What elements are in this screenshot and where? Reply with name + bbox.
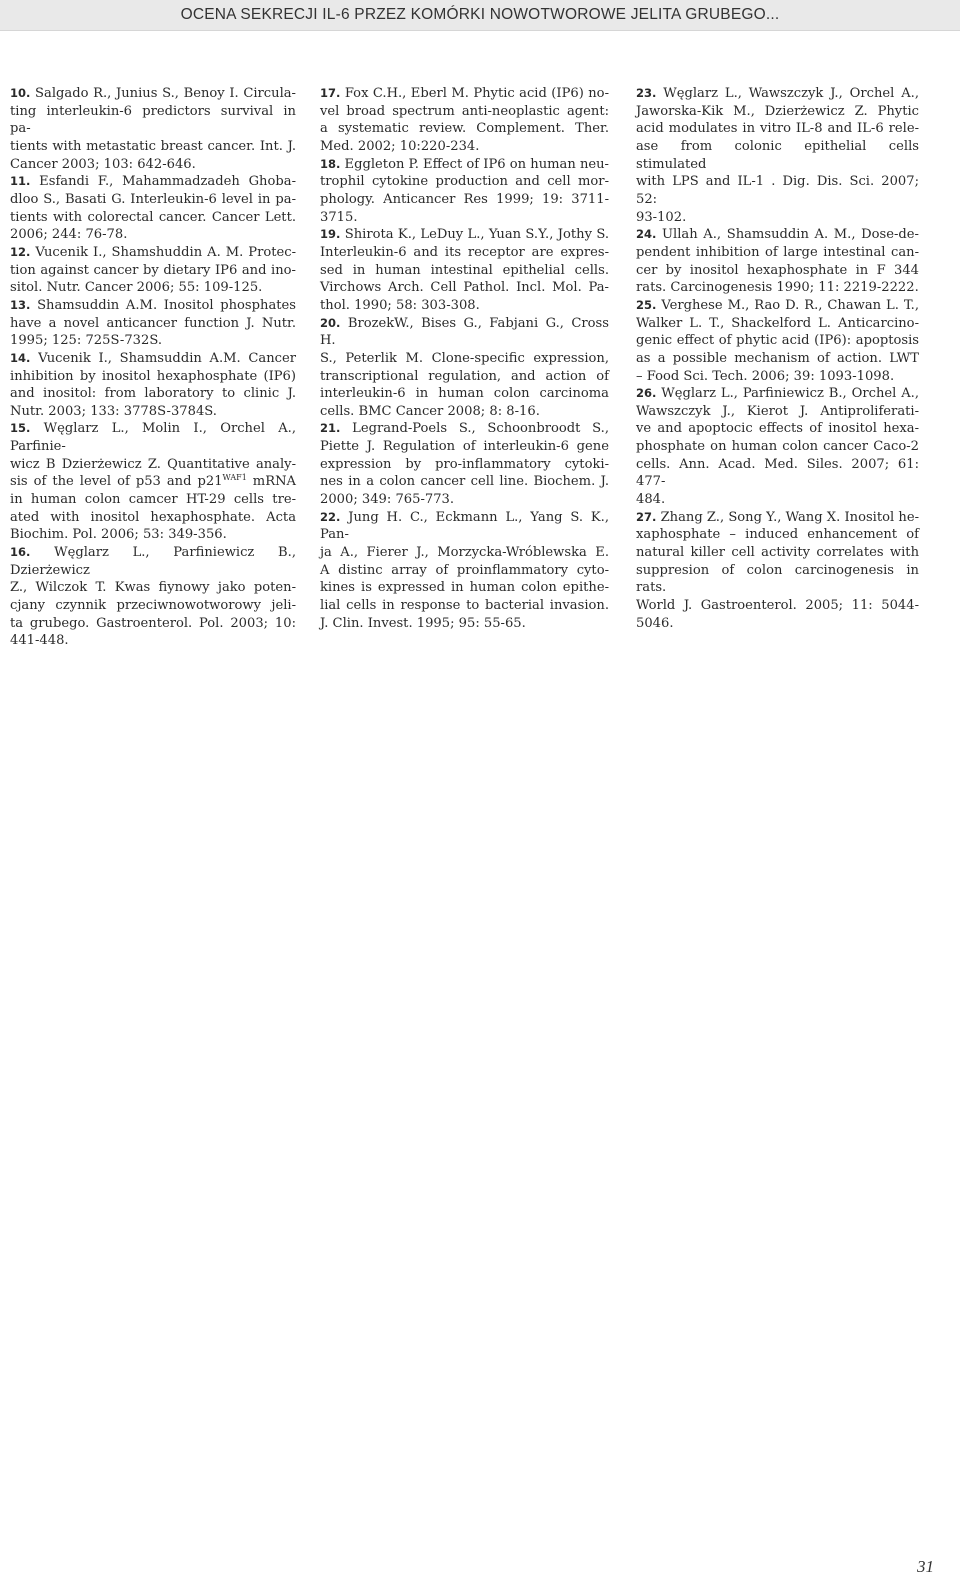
reference-entry bbox=[10, 173, 296, 244]
reference-text: Z., Wilczok T. Kwas fiynowy jako poten- bbox=[10, 580, 296, 596]
reference-line bbox=[320, 156, 609, 174]
reference-number: 27. bbox=[636, 509, 657, 524]
reference-text: suppresion of colon carcinogenesis in rats. bbox=[636, 562, 919, 596]
reference-line bbox=[10, 597, 296, 615]
reference-line bbox=[10, 579, 296, 597]
reference-text: ase from colonic epithelial cells stimulated bbox=[636, 138, 919, 172]
reference-line bbox=[320, 85, 609, 103]
reference-entry bbox=[636, 226, 919, 297]
reference-text: Cancer 2003; 103: 642-646. bbox=[10, 156, 196, 172]
reference-line bbox=[320, 438, 609, 456]
reference-line bbox=[636, 403, 919, 421]
reference-text: Virchows Arch. Cell Pathol. Incl. Mol. Pa- bbox=[320, 280, 609, 296]
reference-text: Węglarz L., Molin I., Orchel A., Parfinie- bbox=[10, 421, 296, 455]
reference-line bbox=[320, 368, 609, 386]
reference-text: sitol. Nutr. Cancer 2006; 55: 109-125. bbox=[10, 280, 263, 296]
reference-line bbox=[636, 526, 919, 544]
reference-text: 3715. bbox=[320, 209, 358, 225]
reference-text: Węglarz L., Parfiniewicz B., Orchel A., bbox=[661, 386, 919, 402]
reference-line bbox=[636, 332, 919, 350]
reference-line bbox=[10, 403, 296, 421]
reference-text: Shamsuddin A.M. Inositol phosphates bbox=[37, 297, 296, 313]
reference-line bbox=[636, 491, 919, 509]
reference-line bbox=[320, 173, 609, 191]
reference-text: World J. Gastroenterol. 2005; 11: 5044- bbox=[636, 598, 919, 614]
reference-text: phosphate on human colon cancer Caco-2 bbox=[636, 439, 919, 455]
reference-number: 12. bbox=[10, 244, 31, 259]
running-header bbox=[0, 0, 960, 31]
reference-line bbox=[636, 244, 919, 262]
reference-line bbox=[320, 544, 609, 562]
reference-line bbox=[320, 103, 609, 121]
reference-number: 13. bbox=[10, 297, 31, 312]
reference-number: 25. bbox=[636, 297, 657, 312]
reference-line bbox=[10, 262, 296, 280]
reference-text: Shirota K., LeDuy L., Yuan S.Y., Jothy S. bbox=[344, 227, 609, 243]
reference-text: cells. Ann. Acad. Med. Siles. 2007; 61: 477- bbox=[636, 456, 919, 490]
reference-line bbox=[320, 403, 609, 421]
reference-number: 17. bbox=[320, 86, 341, 100]
reference-number: 15. bbox=[10, 421, 31, 436]
reference-line bbox=[636, 138, 919, 173]
reference-entry bbox=[320, 85, 609, 156]
reference-text: Węglarz L., Wawszczyk J., Orchel A., bbox=[663, 86, 919, 101]
reference-line bbox=[10, 615, 296, 633]
reference-line bbox=[320, 579, 609, 597]
reference-entry bbox=[320, 420, 609, 508]
reference-text: mRNA bbox=[246, 474, 296, 490]
reference-line bbox=[320, 473, 609, 491]
reference-entry bbox=[636, 85, 919, 226]
reference-line bbox=[320, 315, 609, 350]
reference-line bbox=[320, 138, 609, 156]
reference-line bbox=[10, 85, 296, 103]
reference-line bbox=[10, 526, 296, 544]
reference-text: S., Peterlik M. Clone-specific expression, bbox=[320, 350, 609, 366]
reference-text: Jaworska-Kik M., Dzierżewicz Z. Phytic bbox=[636, 103, 919, 119]
reference-number: 16. bbox=[10, 545, 31, 560]
reference-text: transcriptional regulation, and action of bbox=[320, 368, 609, 384]
reference-number: 26. bbox=[636, 386, 657, 401]
reference-line bbox=[636, 438, 919, 456]
reference-entry bbox=[10, 544, 296, 650]
reference-entry bbox=[320, 156, 609, 227]
reference-text: ja A., Fierer J., Morzycka-Wróblewska E. bbox=[320, 545, 609, 561]
reference-text: in human colon camcer HT-29 cells tre- bbox=[10, 492, 296, 508]
reference-text: cer by inositol hexaphosphate in F 344 bbox=[636, 262, 919, 278]
reference-line bbox=[636, 350, 919, 368]
reference-text: sed in human intestinal epithelial cells. bbox=[320, 262, 609, 278]
reference-entry bbox=[10, 297, 296, 350]
reference-text: ated with inositol hexaphosphate. Acta bbox=[10, 509, 296, 525]
reference-line bbox=[10, 191, 296, 209]
reference-text: lial cells in response to bacterial invasion. bbox=[320, 598, 609, 614]
reference-line bbox=[10, 632, 296, 650]
reference-line bbox=[10, 509, 296, 527]
reference-text: with LPS and IL-1 . Dig. Dis. Sci. 2007; 52: bbox=[636, 174, 919, 207]
reference-line bbox=[636, 173, 919, 208]
reference-text: expression by pro-inflammatory cytoki- bbox=[320, 456, 609, 472]
reference-text: Vucenik I., Shamshuddin A. M. Protec- bbox=[35, 244, 297, 260]
reference-text: Eggleton P. Effect of IP6 on human neu- bbox=[344, 156, 609, 172]
reference-entry bbox=[636, 509, 919, 633]
reference-text: Salgado R., Junius S., Benoy I. Circula- bbox=[35, 86, 296, 101]
reference-text: 2000; 349: 765-773. bbox=[320, 492, 455, 508]
page-number: 31 bbox=[917, 1557, 934, 1576]
reference-line bbox=[636, 368, 919, 386]
reference-text: sis of the level of p53 and p21 bbox=[10, 474, 223, 490]
reference-line bbox=[320, 297, 609, 315]
reference-text: – Food Sci. Tech. 2006; 39: 1093-1098. bbox=[636, 368, 895, 384]
reference-line bbox=[10, 491, 296, 509]
reference-text: as a possible mechanism of action. LWT bbox=[636, 350, 919, 366]
reference-entry bbox=[636, 385, 919, 509]
reference-text: 5046. bbox=[636, 615, 674, 631]
reference-line bbox=[10, 297, 296, 315]
reference-line bbox=[636, 120, 919, 138]
reference-number: 11. bbox=[10, 174, 31, 189]
reference-text: Esfandi F., Mahammadzadeh Ghoba- bbox=[39, 174, 296, 190]
reference-line bbox=[10, 368, 296, 386]
reference-entry bbox=[320, 509, 609, 633]
reference-line bbox=[320, 209, 609, 227]
reference-number: 20. bbox=[320, 315, 341, 330]
reference-text: Interleukin-6 and its receptor are expres- bbox=[320, 244, 609, 260]
reference-line bbox=[10, 103, 296, 138]
reference-text: ve and apoptocic effects of inositol hexa- bbox=[636, 421, 919, 437]
reference-line bbox=[636, 262, 919, 280]
reference-text: BrozekW., Bises G., Fabjani G., Cross H. bbox=[320, 315, 609, 349]
reference-number: 22. bbox=[320, 509, 341, 524]
reference-column-3 bbox=[636, 85, 919, 632]
reference-line bbox=[320, 420, 609, 438]
reference-line bbox=[10, 173, 296, 191]
reference-line bbox=[320, 456, 609, 474]
reference-text: tion against cancer by dietary IP6 and ino- bbox=[10, 262, 296, 278]
reference-line bbox=[10, 332, 296, 350]
reference-line bbox=[320, 226, 609, 244]
reference-text: cells. BMC Cancer 2008; 8: 8-16. bbox=[320, 403, 540, 419]
reference-entry bbox=[10, 85, 296, 173]
reference-line bbox=[10, 244, 296, 262]
reference-text: Med. 2002; 10:220-234. bbox=[320, 138, 480, 154]
reference-text: trophil cytokine production and cell mor- bbox=[320, 174, 609, 190]
reference-line bbox=[10, 456, 296, 474]
reference-text: Fox C.H., Eberl M. Phytic acid (IP6) no- bbox=[344, 86, 609, 101]
reference-text: 1995; 125: 725S-732S. bbox=[10, 333, 162, 349]
reference-line bbox=[320, 120, 609, 138]
reference-text: rats. Carcinogenesis 1990; 11: 2219-2222. bbox=[636, 280, 919, 296]
reference-text: have a novel anticancer function J. Nutr. bbox=[10, 315, 296, 331]
reference-text: pendent inhibition of large intestinal can- bbox=[636, 244, 919, 260]
reference-text: inhibition by inositol hexaphosphate (IP6) bbox=[10, 368, 296, 384]
reference-entry bbox=[636, 297, 919, 385]
reference-text: Legrand-Poels S., Schoonbroodt S., bbox=[352, 421, 609, 437]
superscript: WAF1 bbox=[222, 473, 247, 483]
reference-line bbox=[320, 385, 609, 403]
reference-line bbox=[636, 85, 919, 103]
reference-entry bbox=[10, 244, 296, 297]
reference-line bbox=[320, 262, 609, 280]
reference-text: Wawszczyk J., Kierot J. Antiproliferati- bbox=[636, 403, 919, 419]
reference-text: 2006; 244: 76-78. bbox=[10, 227, 128, 243]
reference-text: cjany czynnik przeciwnowotworowy jeli- bbox=[10, 598, 296, 614]
reference-line bbox=[636, 385, 919, 403]
reference-line bbox=[320, 562, 609, 580]
reference-line bbox=[320, 279, 609, 297]
reference-line bbox=[636, 297, 919, 315]
reference-text: genic effect of phytic acid (IP6): apoptosis bbox=[636, 333, 919, 349]
reference-text: vel broad spectrum anti-neoplastic agent: bbox=[320, 103, 609, 119]
reference-column-2 bbox=[320, 85, 609, 632]
reference-line bbox=[636, 562, 919, 597]
reference-text: Verghese M., Rao D. R., Chawan L. T., bbox=[661, 297, 919, 313]
reference-number: 24. bbox=[636, 227, 657, 242]
reference-text: Vucenik I., Shamsuddin A.M. Cancer bbox=[38, 350, 296, 366]
reference-line bbox=[320, 191, 609, 209]
reference-line bbox=[10, 279, 296, 297]
reference-text: Zhang Z., Song Y., Wang X. Inositol he- bbox=[660, 509, 919, 525]
reference-line bbox=[320, 597, 609, 615]
reference-line bbox=[636, 456, 919, 491]
reference-number: 14. bbox=[10, 350, 31, 365]
reference-text: 93-102. bbox=[636, 209, 687, 225]
reference-text: acid modulates in vitro IL-8 and IL-6 rele- bbox=[636, 121, 919, 137]
reference-entry bbox=[10, 350, 296, 421]
reference-line bbox=[636, 420, 919, 438]
reference-line bbox=[320, 350, 609, 368]
reference-text: Walker L. T., Shackelford L. Anticarcino- bbox=[636, 315, 919, 331]
reference-text: kines is expressed in human colon epithe- bbox=[320, 580, 609, 596]
reference-line bbox=[636, 226, 919, 244]
reference-text: Piette J. Regulation of interleukin-6 gene bbox=[320, 439, 609, 455]
reference-text: interleukin-6 in human colon carcinoma bbox=[320, 386, 609, 402]
running-header-title: OCENA SEKRECJI IL-6 PRZEZ KOMÓRKI NOWOTWOROWE JELITA GRUBEGO... bbox=[180, 6, 780, 23]
reference-text: ta grubego. Gastroenterol. Pol. 2003; 10: bbox=[10, 615, 296, 631]
reference-line bbox=[320, 615, 609, 633]
reference-line bbox=[320, 244, 609, 262]
reference-line bbox=[636, 209, 919, 227]
reference-text: dloo S., Basati G. Interleukin-6 level in pa- bbox=[10, 191, 296, 207]
reference-line bbox=[10, 209, 296, 227]
reference-number: 21. bbox=[320, 421, 341, 436]
reference-line bbox=[636, 103, 919, 121]
reference-entry bbox=[10, 420, 296, 544]
reference-text: and inositol: from laboratory to clinic J. bbox=[10, 386, 296, 402]
reference-entry bbox=[320, 226, 609, 314]
reference-line bbox=[10, 138, 296, 156]
reference-number: 18. bbox=[320, 156, 341, 171]
reference-line bbox=[636, 509, 919, 527]
reference-column-1 bbox=[10, 85, 296, 650]
reference-line bbox=[10, 544, 296, 579]
reference-line bbox=[320, 509, 609, 544]
reference-line bbox=[10, 473, 296, 491]
reference-text: nes in a colon cancer cell line. Biochem. J. bbox=[320, 474, 609, 490]
reference-text: tients with colorectal cancer. Cancer Lett. bbox=[10, 209, 296, 225]
reference-text: natural killer cell activity correlates with bbox=[636, 545, 919, 561]
reference-line bbox=[10, 385, 296, 403]
reference-text: ting interleukin-6 predictors survival in pa- bbox=[10, 103, 296, 137]
reference-line bbox=[10, 350, 296, 368]
reference-line bbox=[10, 420, 296, 455]
reference-text: Węglarz L., Parfiniewicz B., Dzierżewicz bbox=[10, 545, 296, 578]
reference-line bbox=[636, 597, 919, 615]
reference-text: Nutr. 2003; 133: 3778S-3784S. bbox=[10, 403, 217, 419]
reference-line bbox=[636, 279, 919, 297]
reference-line bbox=[636, 315, 919, 333]
reference-text: A distinc array of proinflammatory cyto- bbox=[320, 562, 609, 578]
reference-text: phology. Anticancer Res 1999; 19: 3711- bbox=[320, 191, 609, 207]
reference-text: a systematic review. Complement. Ther. bbox=[320, 121, 609, 137]
reference-line bbox=[10, 315, 296, 333]
reference-number: 10. bbox=[10, 86, 31, 100]
reference-text: thol. 1990; 58: 303-308. bbox=[320, 297, 480, 313]
reference-line bbox=[10, 156, 296, 174]
reference-text: Biochim. Pol. 2006; 53: 349-356. bbox=[10, 527, 227, 543]
reference-text: Jung H. C., Eckmann L., Yang S. K., Pan- bbox=[320, 509, 609, 543]
reference-line bbox=[10, 226, 296, 244]
reference-entry bbox=[320, 315, 609, 421]
reference-line bbox=[636, 544, 919, 562]
reference-number: 23. bbox=[636, 86, 657, 100]
reference-line bbox=[320, 491, 609, 509]
reference-text: 441-448. bbox=[10, 633, 69, 649]
reference-text: 484. bbox=[636, 492, 666, 508]
reference-number: 19. bbox=[320, 227, 341, 242]
reference-text: J. Clin. Invest. 1995; 95: 55-65. bbox=[320, 615, 526, 631]
reference-line bbox=[636, 615, 919, 633]
reference-text: wicz B Dzierżewicz Z. Quantitative analy- bbox=[10, 456, 296, 472]
reference-text: tients with metastatic breast cancer. Int. J. bbox=[10, 138, 296, 154]
reference-text: Ullah A., Shamsuddin A. M., Dose-de- bbox=[662, 227, 919, 243]
reference-text: xaphosphate – induced enhancement of bbox=[636, 527, 919, 543]
